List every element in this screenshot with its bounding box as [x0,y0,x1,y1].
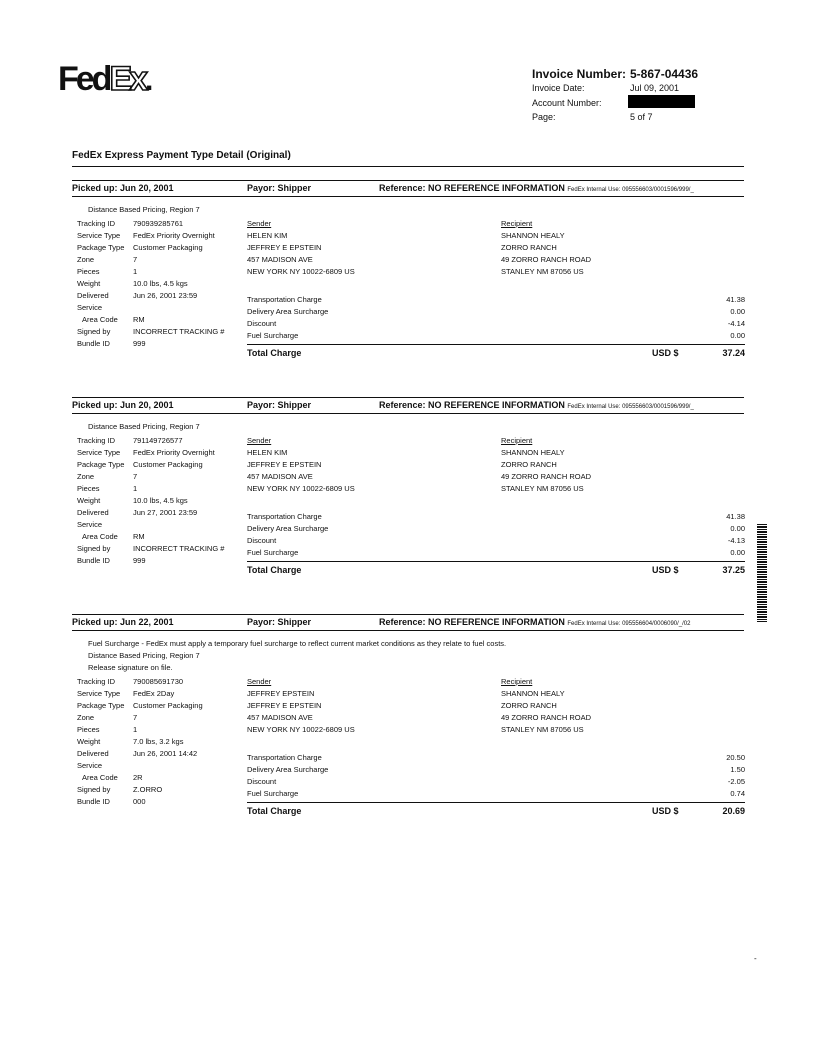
shipment-note: Distance Based Pricing, Region 7 [88,205,200,214]
delivered-row [77,748,203,760]
area-code-label: Area Code [82,532,118,541]
tracking-id-row [77,676,203,688]
service-row [77,302,224,314]
signed-by-label: Signed by [77,327,111,336]
section-top-rule [72,397,744,398]
tracking-id-value: 790085691730 [133,677,184,686]
sender-line: JEFFREY E EPSTEIN [247,243,322,252]
signed-by-value: INCORRECT TRACKING # [133,327,225,336]
section-top-rule [72,180,744,181]
package-type-value: Customer Packaging [133,701,203,710]
service-type-label: Service Type [77,448,121,457]
recipient-heading: Recipient [501,677,533,686]
section-top-rule [72,614,744,615]
delivered-label: Delivered [77,291,109,300]
delivered-value: Jun 26, 2001 23:59 [133,291,198,300]
charge-label: Transportation Charge [247,512,322,521]
tracking-id-label: Tracking ID [77,436,116,445]
sender-line: NEW YORK NY 10022-6809 US [247,267,355,276]
service-label: Service [77,761,103,770]
zone-value: 7 [133,255,138,264]
shipment-details [77,218,224,350]
recipient-line: 49 ZORRO RANCH ROAD [501,255,592,264]
total-currency: USD $ [652,348,679,358]
charge-label: Fuel Surcharge [247,789,299,798]
tracking-id-label: Tracking ID [77,219,116,228]
bundle-id-label: Bundle ID [77,556,110,565]
weight-row [77,278,224,290]
bundle-id-label: Bundle ID [77,339,110,348]
invoice-number-label: Invoice Number: [532,67,627,81]
service-type-label: Service Type [77,231,121,240]
invoice-date-label: Invoice Date: [532,83,585,93]
package-type-value: Customer Packaging [133,460,203,469]
shipment-note: Fuel Surcharge - FedEx must apply a temporary fuel surcharge to reflect current market conditions as they relate to fuel costs. [88,639,507,648]
pieces-label: Pieces [77,725,100,734]
sender-line: 457 MADISON AVE [247,255,313,264]
sender-heading: Sender [247,677,272,686]
sender-block [247,218,355,278]
pieces-row [77,266,224,278]
sender-line: 457 MADISON AVE [247,713,313,722]
internal-use: FedEx Internal Use: 095556604/0006090/_/02 [567,621,691,627]
charge-label: Discount [247,319,277,328]
charge-amount: -2.05 [727,777,745,786]
signed-by-row [77,543,224,555]
total-label: Total Charge [247,565,302,575]
charge-amount: 0.00 [730,548,745,557]
signed-by-row [77,784,203,796]
invoice-number-row [532,67,699,81]
charge-row [247,752,745,764]
area-code-row [77,314,224,326]
total-label: Total Charge [247,806,302,816]
shipment-note: Distance Based Pricing, Region 7 [88,422,200,431]
charge-label: Fuel Surcharge [247,548,299,557]
charge-amount: 41.38 [726,295,745,304]
charge-label: Delivery Area Surcharge [247,524,329,533]
charge-amount: 0.00 [730,331,745,340]
shipment-details [77,435,224,567]
weight-row [77,736,203,748]
picked-up: Picked up: Jun 22, 2001 [72,617,174,627]
reference-text: Reference: NO REFERENCE INFORMATION [379,183,565,193]
recipient-line: ZORRO RANCH [501,243,557,252]
weight-label: Weight [77,279,101,288]
page-number: 5 of 7 [630,112,653,122]
bundle-id-row [77,338,224,350]
recipient-line: SHANNON HEALY [501,689,565,698]
service-type-row [77,230,224,242]
charge-amount: 20.50 [726,753,745,762]
service-type-row [77,447,224,459]
bundle-id-label: Bundle ID [77,797,110,806]
package-type-label: Package Type [77,460,125,469]
tracking-id-label: Tracking ID [77,677,116,686]
charge-row [247,776,745,788]
charge-row [247,547,745,559]
charges-list [247,752,745,800]
invoice-date-row [532,83,680,93]
delivered-label: Delivered [77,749,109,758]
recipient-heading: Recipient [501,436,533,445]
signed-by-value: Z.ORRO [133,785,163,794]
section-header-rule [72,196,744,197]
charge-label: Delivery Area Surcharge [247,307,329,316]
reference [379,400,694,410]
package-type-row [77,459,224,471]
account-number-row [532,98,602,108]
service-label: Service [77,520,103,529]
charge-row [247,523,745,535]
recipient-line: 49 ZORRO RANCH ROAD [501,713,592,722]
logo-ex: Ex [109,60,146,98]
service-type-value: FedEx 2Day [133,689,175,698]
recipient-line: SHANNON HEALY [501,231,565,240]
charge-amount: 0.00 [730,524,745,533]
charge-row [247,294,745,306]
sender-line: 457 MADISON AVE [247,472,313,481]
delivered-label: Delivered [77,508,109,517]
zone-label: Zone [77,255,95,264]
weight-row [77,495,224,507]
sender-block [247,435,355,495]
charge-amount: 0.00 [730,307,745,316]
total-currency: USD $ [652,806,679,816]
bundle-id-value: 000 [133,797,146,806]
signed-by-value: INCORRECT TRACKING # [133,544,225,553]
recipient-line: STANLEY NM 87056 US [501,484,584,493]
page-title: FedEx Express Payment Type Detail (Original) [72,150,291,161]
invoice-number: 5-867-04436 [630,67,699,81]
sender-line: NEW YORK NY 10022-6809 US [247,725,355,734]
reference-text: Reference: NO REFERENCE INFORMATION [379,400,565,410]
total-amount: 20.69 [722,806,745,816]
reference-text: Reference: NO REFERENCE INFORMATION [379,617,565,627]
recipient-block [501,218,591,278]
tracking-id-row [77,435,224,447]
weight-value: 10.0 lbs, 4.5 kgs [133,279,188,288]
total-rule [247,561,745,562]
pieces-label: Pieces [77,484,100,493]
charge-label: Discount [247,777,277,786]
tracking-id-value: 791149726577 [133,436,183,445]
pieces-value: 1 [133,267,138,276]
signed-by-row [77,326,224,338]
page-row [532,112,653,122]
charge-row [247,511,745,523]
package-type-label: Package Type [77,701,125,710]
recipient-block [501,676,591,736]
charge-amount: -4.14 [727,319,745,328]
charge-row [247,535,745,547]
internal-use: FedEx Internal Use: 095556603/0001596/999/_ [567,187,694,193]
charge-label: Transportation Charge [247,753,322,762]
title-divider [72,166,744,167]
service-type-label: Service Type [77,689,121,698]
barcode [757,524,767,622]
area-code-row [77,772,203,784]
area-code-value: 2R [133,773,143,782]
payor: Payor: Shipper [247,183,312,193]
charges-list [247,511,745,559]
sender-line: HELEN KIM [247,448,288,457]
payor: Payor: Shipper [247,400,312,410]
pieces-value: 1 [133,725,138,734]
bundle-id-row [77,555,224,567]
signed-by-label: Signed by [77,544,111,553]
invoice-date: Jul 09, 2001 [630,83,680,93]
page-label: Page: [532,112,556,122]
recipient-line: STANLEY NM 87056 US [501,267,584,276]
recipient-line: SHANNON HEALY [501,448,565,457]
sender-line: JEFFREY E EPSTEIN [247,460,322,469]
total-rule [247,344,745,345]
recipient-heading: Recipient [501,219,533,228]
charge-label: Delivery Area Surcharge [247,765,329,774]
charges-list [247,294,745,342]
weight-label: Weight [77,496,101,505]
zone-row [77,254,224,266]
account-number-redaction [628,95,695,108]
area-code-label: Area Code [82,773,118,782]
reference [379,617,690,627]
zone-label: Zone [77,472,95,481]
tracking-id-row [77,218,224,230]
pieces-row [77,483,224,495]
area-code-row [77,531,224,543]
signed-by-label: Signed by [77,785,111,794]
bundle-id-row [77,796,203,808]
area-code-value: RM [133,315,145,324]
area-code-value: RM [133,532,145,541]
charge-label: Fuel Surcharge [247,331,299,340]
service-type-value: FedEx Priority Overnight [133,231,215,240]
total-row [247,806,745,816]
total-row [247,565,745,575]
shipment-details [77,676,203,808]
delivered-row [77,507,224,519]
recipient-line: 49 ZORRO RANCH ROAD [501,472,592,481]
logo-dot: . [145,64,151,97]
weight-value: 10.0 lbs, 4.5 kgs [133,496,188,505]
charge-row [247,764,745,776]
sender-line: NEW YORK NY 10022-6809 US [247,484,355,493]
bundle-id-value: 999 [133,339,146,348]
recipient-line: ZORRO RANCH [501,701,557,710]
delivered-row [77,290,224,302]
zone-row [77,471,224,483]
delivered-value: Jun 27, 2001 23:59 [133,508,198,517]
pieces-row [77,724,203,736]
payor: Payor: Shipper [247,617,312,627]
internal-use: FedEx Internal Use: 095556603/0001596/999/_ [567,404,694,410]
service-type-value: FedEx Priority Overnight [133,448,215,457]
total-row [247,348,745,358]
recipient-line: ZORRO RANCH [501,460,557,469]
package-type-row [77,242,224,254]
weight-label: Weight [77,737,101,746]
shipment-note: Release signature on file. [88,663,173,672]
pieces-label: Pieces [77,267,100,276]
picked-up: Picked up: Jun 20, 2001 [72,400,174,410]
weight-value: 7.0 lbs, 3.2 kgs [133,737,184,746]
area-code-label: Area Code [82,315,118,324]
picked-up: Picked up: Jun 20, 2001 [72,183,174,193]
service-row [77,519,224,531]
section-header-rule [72,630,744,631]
delivered-value: Jun 26, 2001 14:42 [133,749,198,758]
charge-amount: 41.38 [726,512,745,521]
section-header-rule [72,413,744,414]
charge-label: Discount [247,536,277,545]
sender-block [247,676,355,736]
logo-fed: Fed [58,60,110,98]
pieces-value: 1 [133,484,138,493]
zone-label: Zone [77,713,95,722]
service-label: Service [77,303,103,312]
package-type-row [77,700,203,712]
charge-label: Transportation Charge [247,295,322,304]
zone-row [77,712,203,724]
charge-row [247,788,745,800]
footer-mark: - [754,954,757,963]
zone-value: 7 [133,713,138,722]
fedex-logo [58,62,150,96]
recipient-block [501,435,591,495]
charge-row [247,306,745,318]
total-amount: 37.24 [722,348,745,358]
charge-amount: -4.13 [727,536,745,545]
sender-heading: Sender [247,219,272,228]
service-type-row [77,688,203,700]
package-type-value: Customer Packaging [133,243,203,252]
package-type-label: Package Type [77,243,125,252]
account-number-label: Account Number: [532,98,602,108]
shipment-note: Distance Based Pricing, Region 7 [88,651,200,660]
charge-row [247,330,745,342]
total-label: Total Charge [247,348,302,358]
bundle-id-value: 999 [133,556,146,565]
total-rule [247,802,745,803]
sender-line: JEFFREY E EPSTEIN [247,701,322,710]
charge-row [247,318,745,330]
service-row [77,760,203,772]
charge-amount: 0.74 [730,789,745,798]
reference [379,183,694,193]
zone-value: 7 [133,472,138,481]
recipient-line: STANLEY NM 87056 US [501,725,584,734]
total-amount: 37.25 [722,565,745,575]
tracking-id-value: 790939285761 [133,219,184,228]
charge-amount: 1.50 [730,765,745,774]
sender-heading: Sender [247,436,272,445]
sender-line: JEFFREY EPSTEIN [247,689,315,698]
sender-line: HELEN KIM [247,231,288,240]
total-currency: USD $ [652,565,679,575]
